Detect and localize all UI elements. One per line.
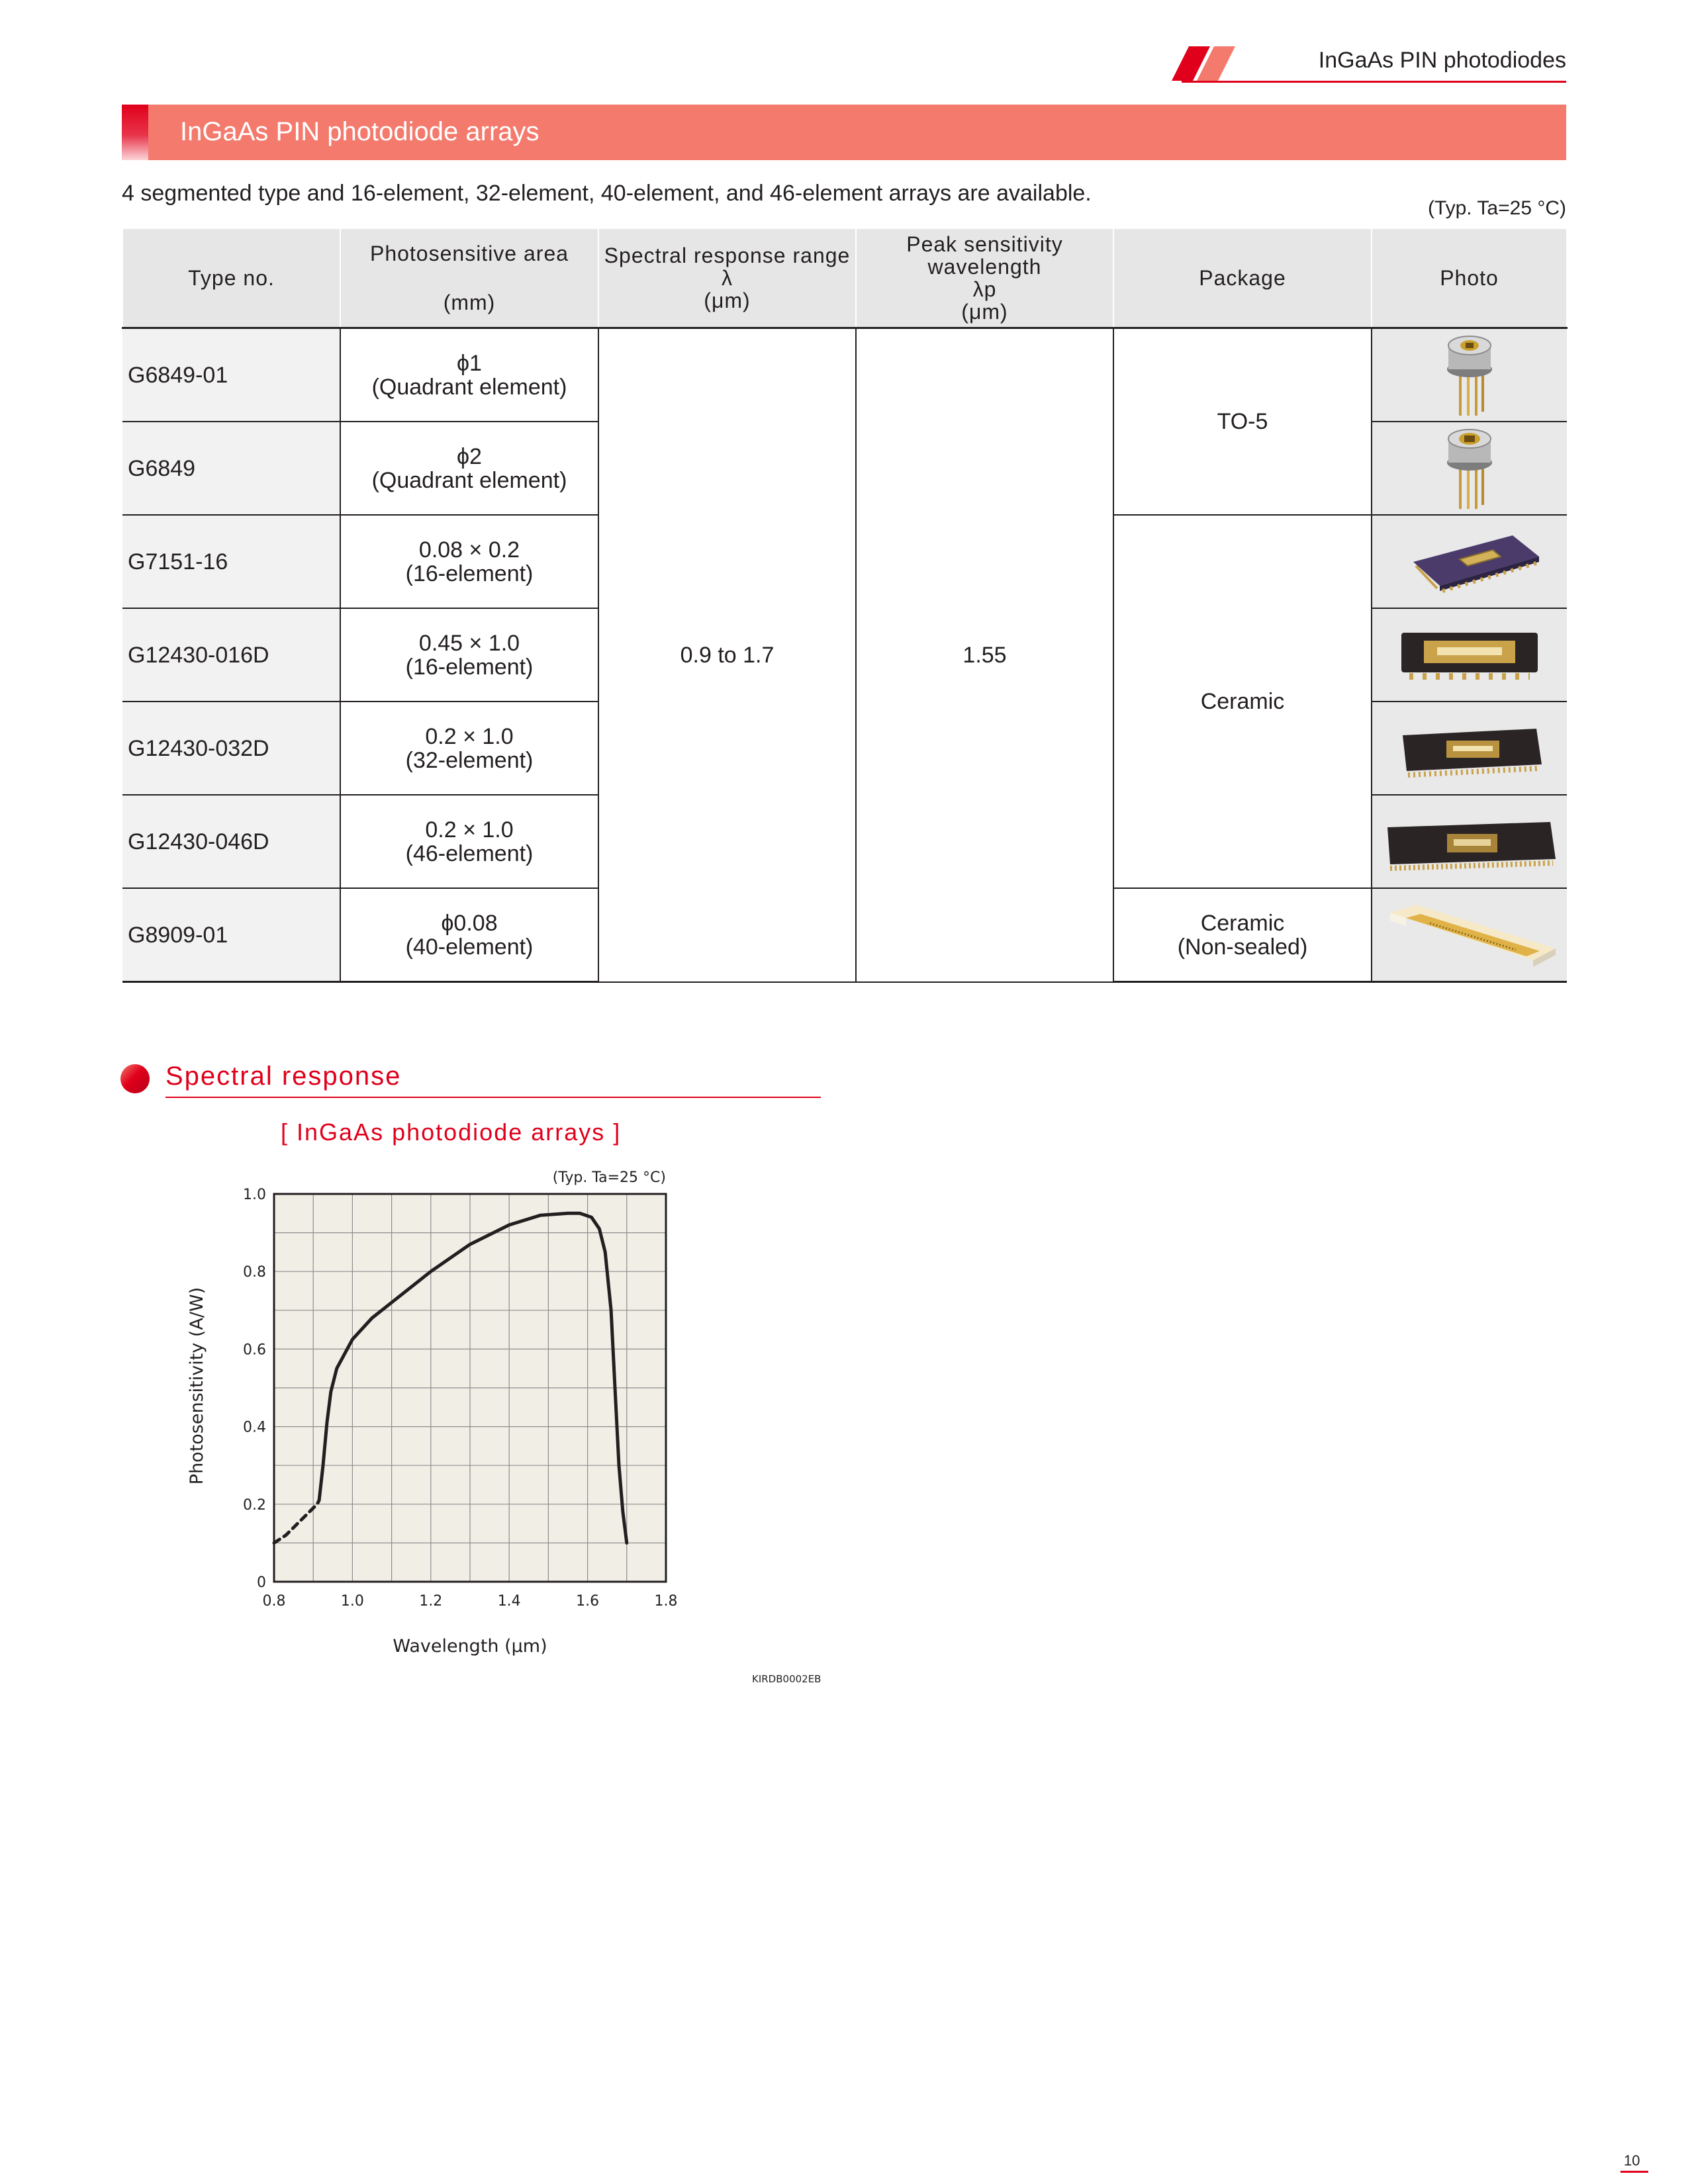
page-number: 10: [1624, 2152, 1640, 2169]
cell-peak-wavelength: 1.55: [856, 328, 1113, 982]
table-row: [122, 328, 1567, 422]
y-axis-label: Photosensitivity (A/W): [187, 1287, 207, 1485]
header-peak-wavelength: Peak sensitivity wavelength λp (μm): [856, 228, 1113, 328]
x-tick-label: 0.8: [262, 1593, 286, 1610]
document-code: KIRDB0002EB: [752, 1673, 821, 1685]
chart-title: [ InGaAs photodiode arrays ]: [281, 1118, 622, 1146]
y-tick-label: 0.4: [243, 1419, 266, 1436]
cell-photosensitive-area: 0.2 × 1.0 (46-element): [340, 795, 598, 888]
cell-spectral-range: 0.9 to 1.7: [598, 328, 856, 982]
x-axis-label: Wavelength (μm): [393, 1636, 547, 1657]
section-bullet-icon: [120, 1064, 150, 1093]
header-spectral-range: Spectral response range λ (μm): [598, 228, 856, 328]
ceramic-dip-photo: [1372, 608, 1567, 702]
y-tick-label: 0: [257, 1574, 266, 1591]
spec-table: [122, 228, 1568, 983]
x-tick-label: 1.0: [340, 1593, 364, 1610]
ceramic-dip-photo: [1372, 795, 1567, 888]
cell-type-no: G12430-016D: [122, 608, 340, 702]
header-photosensitive-area: Photosensitive area (mm): [340, 228, 598, 328]
header-package: Package: [1113, 228, 1372, 328]
series-line: [319, 1213, 627, 1543]
cell-type-no: G7151-16: [122, 515, 340, 608]
plot-frame: [274, 1194, 666, 1582]
cell-photosensitive-area: 0.2 × 1.0 (32-element): [340, 702, 598, 795]
to5-can-photo: [1372, 422, 1567, 515]
header-logo-mark: [1172, 46, 1235, 84]
cell-photosensitive-area: 0.45 × 1.0 (16-element): [340, 608, 598, 702]
y-tick-label: 1.0: [243, 1187, 266, 1203]
x-tick-label: 1.2: [419, 1593, 443, 1610]
spectral-response-rule: [165, 1097, 821, 1098]
ceramic-strip-photo: [1372, 888, 1567, 982]
cell-photosensitive-area: ϕ1 (Quadrant element): [340, 328, 598, 422]
cell-photosensitive-area: ϕ2 (Quadrant element): [340, 422, 598, 515]
page-number-rule: [1620, 2171, 1648, 2173]
section-banner-accent: [122, 105, 148, 160]
cell-type-no: G6849: [122, 422, 340, 515]
header-photo: Photo: [1372, 228, 1567, 328]
table-conditions-note: (Typ. Ta=25 °C): [1427, 197, 1566, 219]
section-intro: 4 segmented type and 16-element, 32-element, 40-element, and 46-element arrays are available.: [122, 181, 1092, 206]
ceramic-dip-photo: [1372, 515, 1567, 608]
cell-type-no: G8909-01: [122, 888, 340, 982]
cell-type-no: G12430-032D: [122, 702, 340, 795]
spectral-response-heading: Spectral response: [165, 1062, 402, 1091]
x-tick-label: 1.6: [576, 1593, 600, 1610]
plot-area: [274, 1194, 666, 1582]
section-title: InGaAs PIN photodiode arrays: [180, 117, 539, 146]
y-tick-label: 0.8: [243, 1264, 266, 1281]
cell-photosensitive-area: 0.08 × 0.2 (16-element): [340, 515, 598, 608]
cell-package-ceramic: Ceramic: [1113, 515, 1372, 888]
table-header-row: [122, 228, 1567, 328]
ceramic-dip-photo: [1372, 702, 1567, 795]
series-line-dashed: [274, 1500, 319, 1543]
to5-can-photo: [1372, 328, 1567, 422]
header-type-no: Type no.: [122, 228, 340, 328]
y-tick-label: 0.2: [243, 1496, 266, 1514]
cell-package-to5: TO-5: [1113, 328, 1372, 516]
cell-type-no: G6849-01: [122, 328, 340, 422]
cell-photosensitive-area: ϕ0.08 (40-element): [340, 888, 598, 982]
header-rule: [1182, 81, 1566, 83]
header-title: InGaAs PIN photodiodes: [1318, 48, 1566, 73]
x-tick-label: 1.4: [497, 1593, 521, 1610]
cell-package-ceramic-non-sealed: Ceramic (Non-sealed): [1113, 888, 1372, 982]
chart-note: (Typ. Ta=25 °C): [552, 1169, 666, 1186]
cell-type-no: G12430-046D: [122, 795, 340, 888]
y-tick-label: 0.6: [243, 1342, 266, 1359]
x-tick-label: 1.8: [654, 1593, 678, 1610]
